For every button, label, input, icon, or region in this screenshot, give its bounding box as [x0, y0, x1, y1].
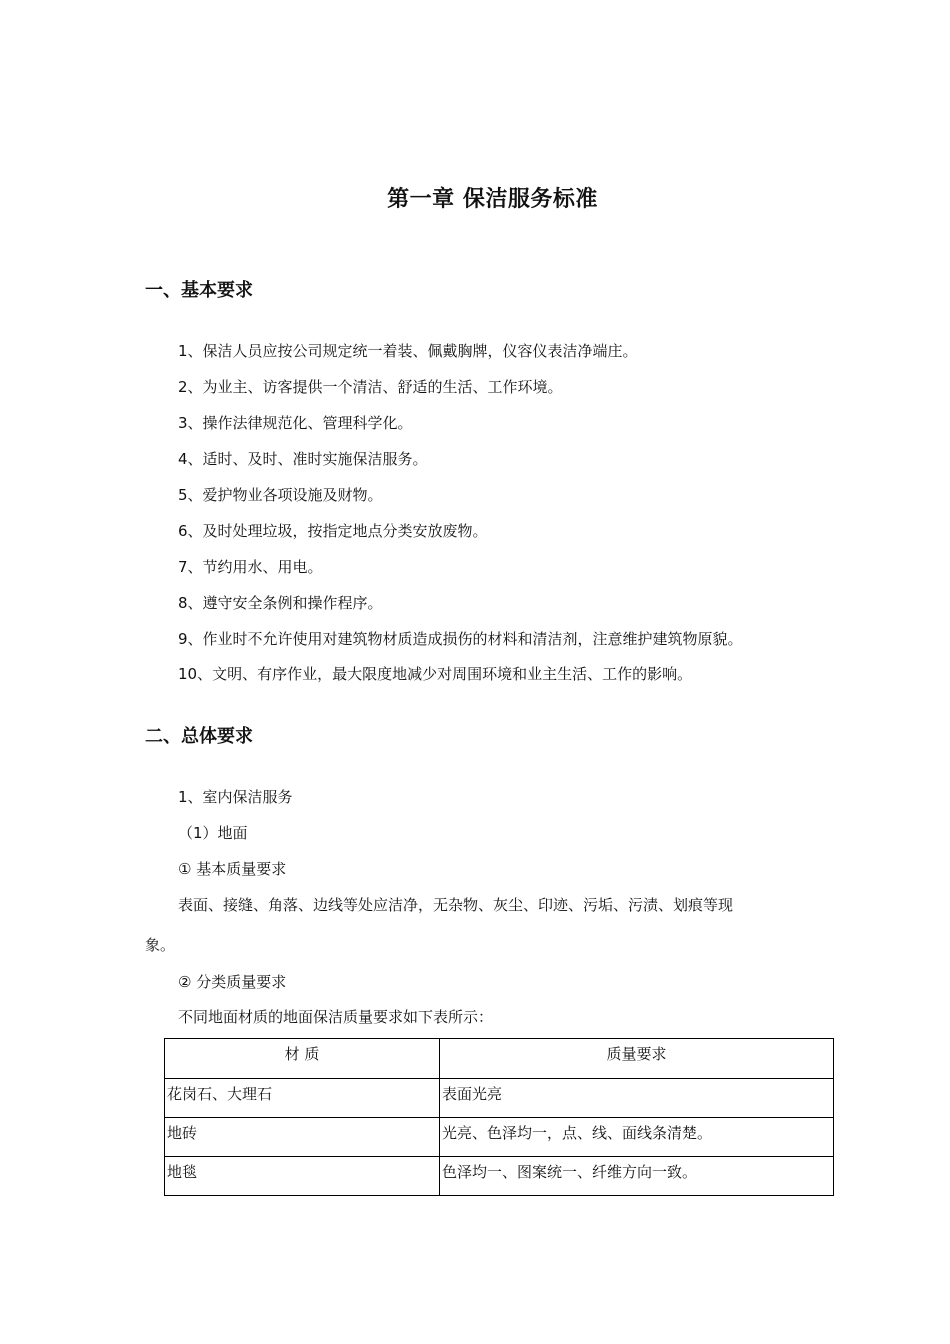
table-cell-material: 花岗石、大理石 — [165, 1079, 440, 1118]
floor-subheading: （1）地面 — [178, 824, 248, 842]
basic-quality-text: 表面、接缝、角落、边线等处应洁净，无杂物、灰尘、印迹、污垢、污渍、划痕等现 — [178, 896, 734, 914]
requirement-item-10: 10、文明、有序作业，最大限度地减少对周围环境和业主生活、工作的影响。 — [178, 665, 693, 683]
table-cell-requirement: 光亮、色泽均一，点、线、面线条清楚。 — [440, 1118, 834, 1157]
requirement-item-6: 6、及时处理垃圾，按指定地点分类安放废物。 — [178, 522, 488, 540]
table-row — [165, 1079, 834, 1118]
requirement-item-2: 2、为业主、访客提供一个清洁、舒适的生活、工作环境。 — [178, 378, 563, 396]
floor-quality-table — [164, 1038, 834, 1196]
table-cell-requirement: 表面光亮 — [440, 1079, 834, 1118]
requirement-item-8: 8、遵守安全条例和操作程序。 — [178, 594, 383, 612]
header-material: 材 质 — [165, 1039, 440, 1079]
table-cell-material: 地毯 — [165, 1157, 440, 1196]
requirement-item-3: 3、操作法律规范化、管理科学化。 — [178, 414, 413, 432]
requirement-item-9: 9、作业时不允许使用对建筑物材质造成损伤的材料和清洁剂，注意维护建筑物原貌。 — [178, 630, 743, 648]
basic-quality-text-continued: 象。 — [145, 936, 176, 954]
table-intro: 不同地面材质的地面保洁质量要求如下表所示： — [178, 1008, 494, 1026]
chapter-title: 第一章 保洁服务标准 — [387, 187, 598, 212]
indoor-cleaning-service: 1、室内保洁服务 — [178, 788, 293, 806]
section-heading-basic-requirements: 一、基本要求 — [145, 280, 253, 301]
requirement-item-7: 7、节约用水、用电。 — [178, 558, 323, 576]
table-row — [165, 1118, 834, 1157]
table-cell-requirement: 色泽均一、图案统一、纤维方向一致。 — [440, 1157, 834, 1196]
requirement-item-4: 4、适时、及时、准时实施保洁服务。 — [178, 450, 428, 468]
table-row — [165, 1157, 834, 1196]
table-cell-material: 地砖 — [165, 1118, 440, 1157]
category-quality-subheading: ② 分类质量要求 — [178, 973, 287, 991]
basic-quality-subheading: ① 基本质量要求 — [178, 860, 287, 878]
section-heading-general-requirements: 二、总体要求 — [145, 726, 253, 747]
table-header-row — [165, 1039, 834, 1079]
header-quality-requirement: 质量要求 — [440, 1039, 834, 1079]
requirement-item-5: 5、爱护物业各项设施及财物。 — [178, 486, 383, 504]
requirement-item-1: 1、保洁人员应按公司规定统一着装、佩戴胸牌，仪容仪表洁净端庄。 — [178, 342, 638, 360]
